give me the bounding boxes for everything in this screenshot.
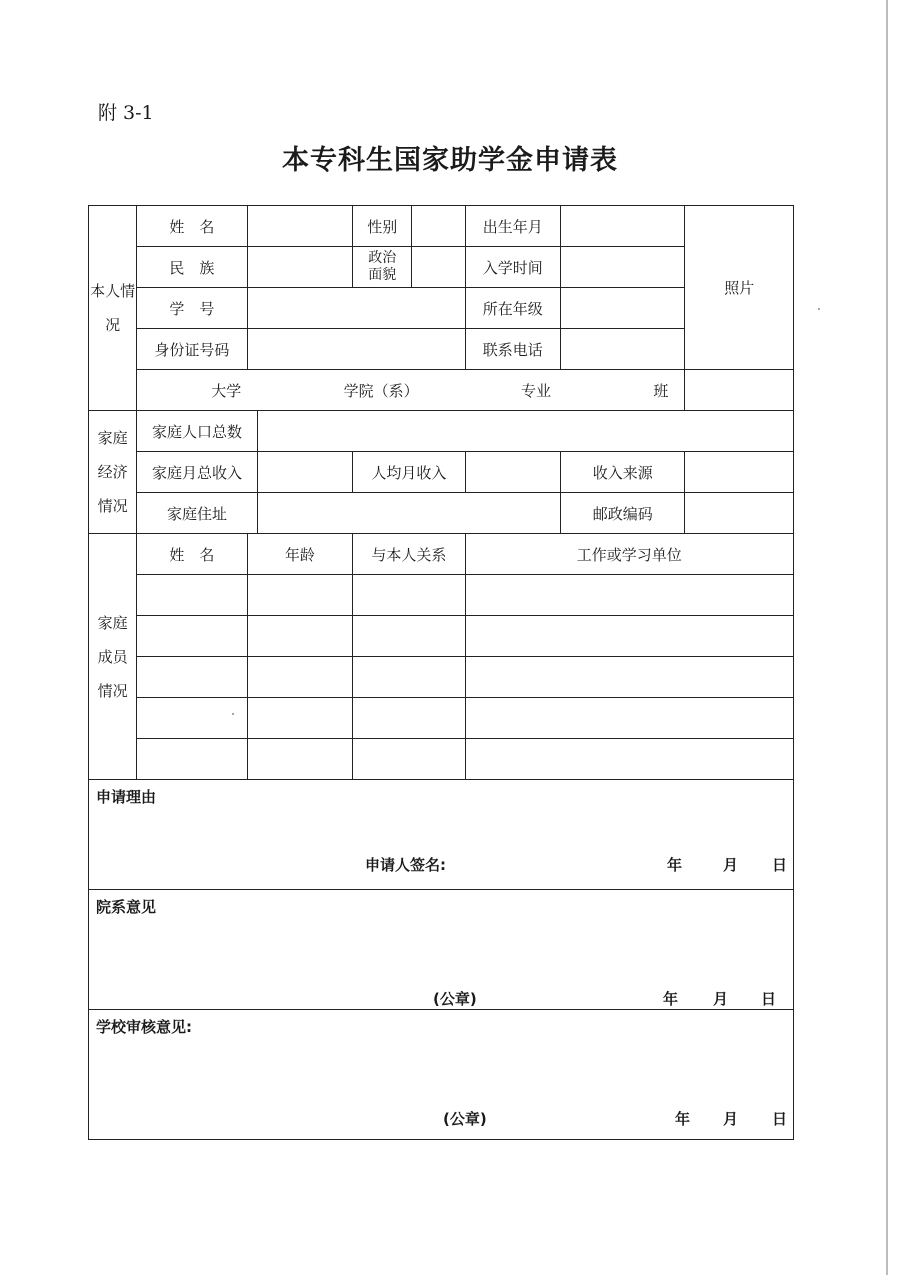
school-seal: (公章) (443, 1110, 487, 1128)
application-form (88, 205, 794, 1140)
member-cell-work[interactable] (465, 575, 793, 616)
label-name: 姓 名 (137, 206, 247, 247)
section-members-label: 家庭成员情况 (97, 613, 128, 700)
photo-box-bottom (685, 370, 794, 411)
label-major: 专业 (521, 381, 552, 400)
reason-day: 日 (772, 856, 788, 874)
member-cell-name[interactable] (137, 739, 247, 780)
field-birth[interactable] (560, 206, 685, 247)
dept-opinion-box[interactable] (89, 890, 794, 1010)
label-political-text: 政治面貌 (368, 250, 397, 283)
member-cell-relation[interactable] (353, 657, 465, 698)
label-birth: 出生年月 (465, 206, 560, 247)
member-cell-name[interactable] (137, 657, 247, 698)
form-title: 本专科生国家助学金申请表 (282, 145, 618, 176)
label-monthly-income: 家庭月总收入 (137, 452, 258, 493)
member-cell-work[interactable] (465, 657, 793, 698)
member-cell-work[interactable] (465, 698, 793, 739)
label-population: 家庭人口总数 (137, 411, 258, 452)
dept-day: 日 (761, 990, 777, 1008)
dept-year: 年 (663, 990, 679, 1008)
section-personal-label: 本人情况 (90, 282, 136, 334)
field-id-number[interactable] (247, 329, 465, 370)
member-row (89, 739, 794, 780)
field-postcode[interactable] (685, 493, 794, 534)
member-row (89, 616, 794, 657)
member-cell-name[interactable] (137, 698, 247, 739)
reason-box[interactable] (89, 780, 794, 890)
member-cell-age[interactable] (247, 698, 352, 739)
field-student-id[interactable] (247, 288, 465, 329)
reason-label: 申请理由 (96, 788, 157, 806)
annex-number: 附 3-1 (98, 102, 154, 124)
member-cell-relation[interactable] (353, 698, 465, 739)
photo-box[interactable]: 照片 (685, 206, 794, 370)
member-row (89, 657, 794, 698)
label-income-source: 收入来源 (560, 452, 685, 493)
page-edge-shadow (886, 0, 888, 1275)
label-political (353, 247, 412, 288)
label-ethnicity: 民 族 (137, 247, 247, 288)
col-member-age: 年龄 (247, 534, 352, 575)
school-review-box[interactable] (89, 1010, 794, 1140)
section-family-econ (89, 411, 137, 534)
member-cell-relation[interactable] (353, 575, 465, 616)
school-review-label: 学校审核意见: (96, 1018, 192, 1036)
section-members (89, 534, 137, 780)
reason-year: 年 (667, 856, 683, 874)
reason-month: 月 (723, 856, 739, 874)
label-address: 家庭住址 (137, 493, 258, 534)
member-cell-age[interactable] (247, 575, 352, 616)
section-family-econ-label: 家庭经济情况 (97, 429, 128, 515)
field-grade[interactable] (560, 288, 685, 329)
field-name[interactable] (247, 206, 352, 247)
field-per-capita[interactable] (465, 452, 560, 493)
col-member-relation: 与本人关系 (353, 534, 465, 575)
dept-opinion-label: 院系意见 (96, 898, 157, 916)
member-cell-name[interactable] (137, 575, 247, 616)
label-phone: 联系电话 (465, 329, 560, 370)
col-member-name: 姓 名 (137, 534, 247, 575)
member-row (89, 575, 794, 616)
dept-seal: (公章) (433, 990, 477, 1008)
section-personal (89, 206, 137, 411)
label-id-number: 身份证号码 (137, 329, 247, 370)
member-cell-age[interactable] (247, 616, 352, 657)
dept-month: 月 (713, 990, 729, 1008)
label-college: 学院（系） (343, 381, 419, 400)
label-gender: 性别 (353, 206, 412, 247)
member-cell-age[interactable] (247, 739, 352, 780)
field-enroll[interactable] (560, 247, 685, 288)
member-row (89, 698, 794, 739)
field-monthly-income[interactable] (257, 452, 352, 493)
field-income-source[interactable] (685, 452, 794, 493)
label-enroll: 入学时间 (465, 247, 560, 288)
scan-speck (818, 308, 820, 310)
school-line[interactable] (137, 370, 685, 411)
field-phone[interactable] (560, 329, 685, 370)
member-cell-work[interactable] (465, 739, 793, 780)
field-political[interactable] (412, 247, 465, 288)
member-cell-age[interactable] (247, 657, 352, 698)
member-cell-relation[interactable] (353, 739, 465, 780)
label-postcode: 邮政编码 (560, 493, 685, 534)
col-member-work: 工作或学习单位 (465, 534, 793, 575)
member-cell-name[interactable] (137, 616, 247, 657)
school-year: 年 (675, 1110, 691, 1128)
field-ethnicity[interactable] (247, 247, 352, 288)
field-address[interactable] (257, 493, 560, 534)
member-cell-work[interactable] (465, 616, 793, 657)
label-class: 班 (653, 381, 669, 400)
label-grade: 所在年级 (465, 288, 560, 329)
field-gender[interactable] (412, 206, 465, 247)
label-university: 大学 (211, 381, 242, 400)
label-per-capita: 人均月收入 (353, 452, 465, 493)
signature-label: 申请人签名: (365, 856, 446, 874)
school-month: 月 (723, 1110, 739, 1128)
member-cell-relation[interactable] (353, 616, 465, 657)
school-day: 日 (772, 1110, 788, 1128)
field-population[interactable] (257, 411, 793, 452)
label-student-id: 学 号 (137, 288, 247, 329)
